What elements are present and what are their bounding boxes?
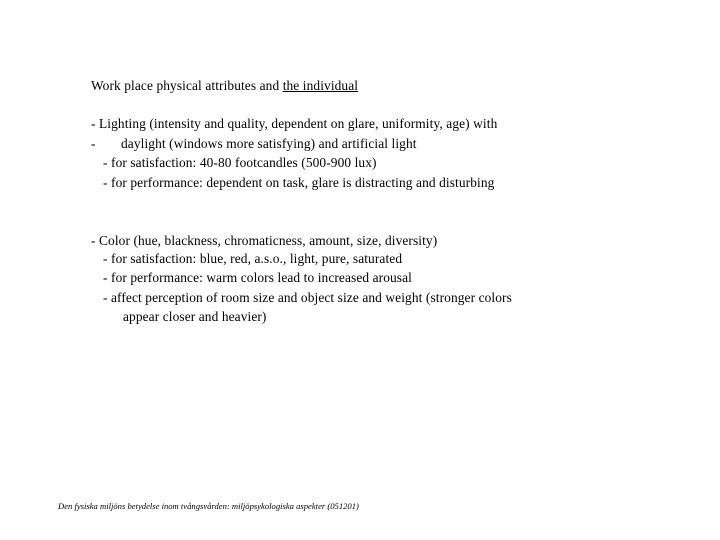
color-affect: - affect perception of room size and object size and weight (stronger colors: [103, 290, 512, 305]
daylight-text: daylight (windows more satisfying) and artificial light: [121, 136, 417, 151]
color-affect-continued: appear closer and heavier): [123, 309, 267, 324]
lighting-daylight: [91, 136, 417, 152]
slide-footer: Den fysiska miljöns betydelse inom tvångsvården: miljöpsykologiska aspekter (051201): [58, 501, 359, 511]
lighting-performance: - for performance: dependent on task, glare is distracting and disturbing: [103, 175, 495, 190]
lighting-heading: - Lighting (intensity and quality, dependent on glare, uniformity, age) with: [91, 116, 498, 131]
color-performance: - for performance: warm colors lead to increased arousal: [103, 270, 412, 285]
lighting-satisfaction: - for satisfaction: 40-80 footcandles (500-900 lux): [103, 155, 377, 170]
title-underlined: the individual: [282, 78, 359, 93]
color-satisfaction: - for satisfaction: blue, red, a.s.o., light, pure, saturated: [103, 251, 403, 266]
color-heading: - Color (hue, blackness, chromaticness, amount, size, diversity): [91, 233, 438, 248]
daylight-dash: -: [91, 136, 96, 151]
slide-title: [91, 78, 358, 94]
title-prefix: Work place physical attributes and: [91, 78, 283, 93]
